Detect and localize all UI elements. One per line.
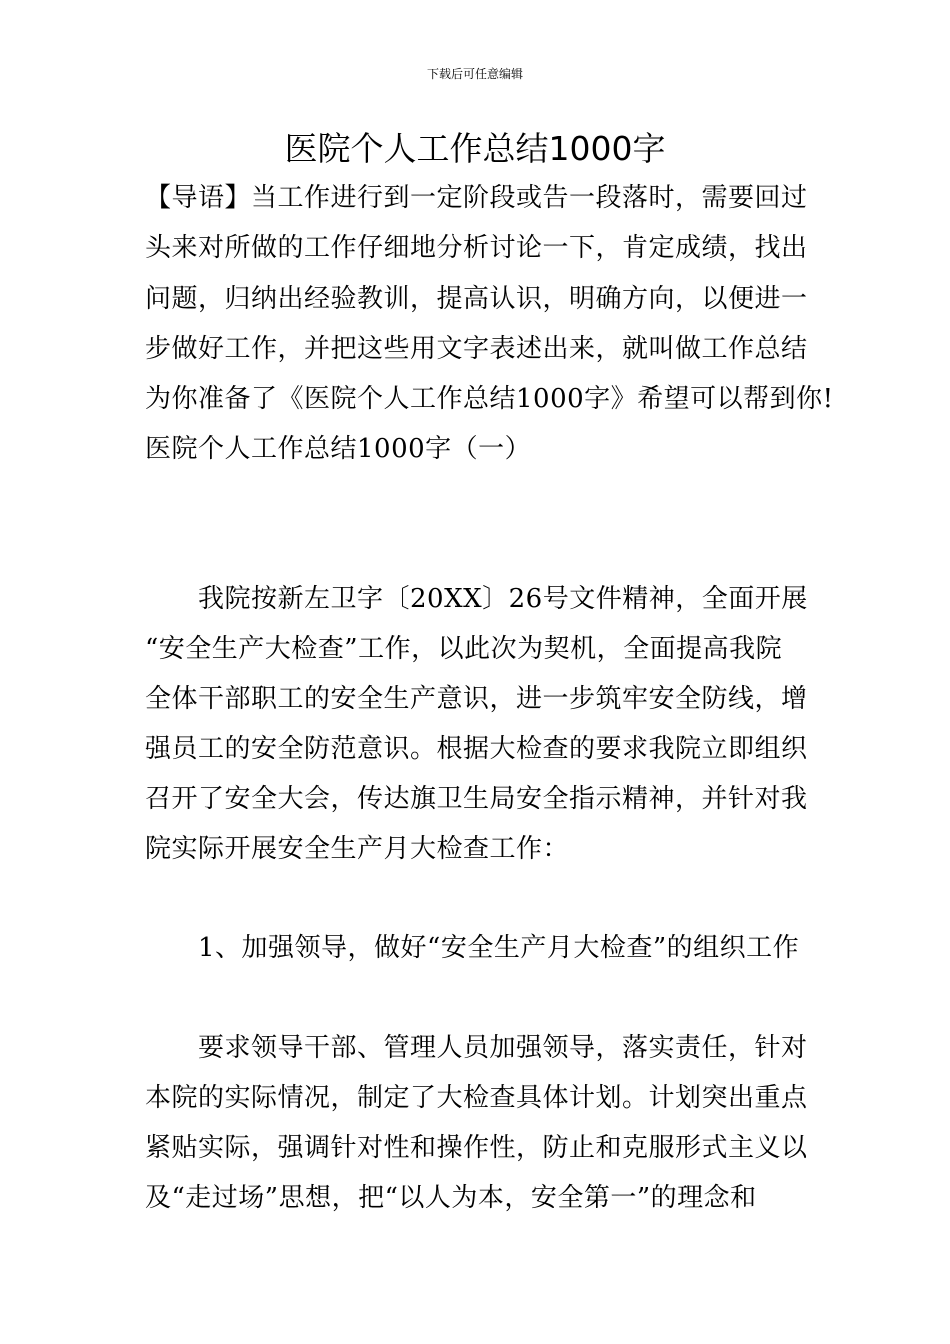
header-note: 下载后可任意编辑: [426, 67, 523, 81]
paragraph-line: 我院按新左卫字〔20XX〕26号文件精神，全面开展: [198, 584, 808, 614]
paragraph-line: 全体干部职工的安全生产意识，进一步筑牢安全防线，增: [145, 684, 808, 714]
intro-line: 头来对所做的工作仔细地分析讨论一下，肯定成绩，找出: [145, 233, 808, 263]
intro-line: 【导语】当工作进行到一定阶段或告一段落时，需要回过: [145, 183, 808, 213]
intro-line: 为你准备了《医院个人工作总结1000字》希望可以帮到你!: [145, 384, 834, 414]
intro-line: 问题，归纳出经验教训，提高认识，明确方向，以便进一: [145, 284, 808, 314]
paragraph-line: 本院的实际情况，制定了大检查具体计划。计划突出重点: [145, 1083, 808, 1113]
subsection-heading: 1、加强领导，做好“安全生产月大检查”的组织工作: [198, 933, 800, 963]
paragraph-line: “安全生产大检查”工作，以此次为契机，全面提高我院: [145, 634, 783, 664]
paragraph-line: 紧贴实际，强调针对性和操作性，防止和克服形式主义以: [145, 1133, 808, 1163]
document-title: 医院个人工作总结1000字: [284, 129, 666, 168]
paragraph-line: 召开了安全大会，传达旗卫生局安全指示精神，并针对我: [145, 784, 808, 814]
paragraph-line: 及“走过场”思想，把“以人为本，安全第一”的理念和: [145, 1183, 757, 1213]
section-heading: 医院个人工作总结1000字（一）: [145, 434, 532, 464]
paragraph-line: 院实际开展安全生产月大检查工作：: [145, 834, 570, 864]
paragraph-line: 强员工的安全防范意识。根据大检查的要求我院立即组织: [145, 734, 808, 764]
intro-line: 步做好工作，并把这些用文字表述出来，就叫做工作总结: [145, 334, 808, 364]
paragraph-line: 要求领导干部、管理人员加强领导，落实责任，针对: [198, 1033, 808, 1063]
